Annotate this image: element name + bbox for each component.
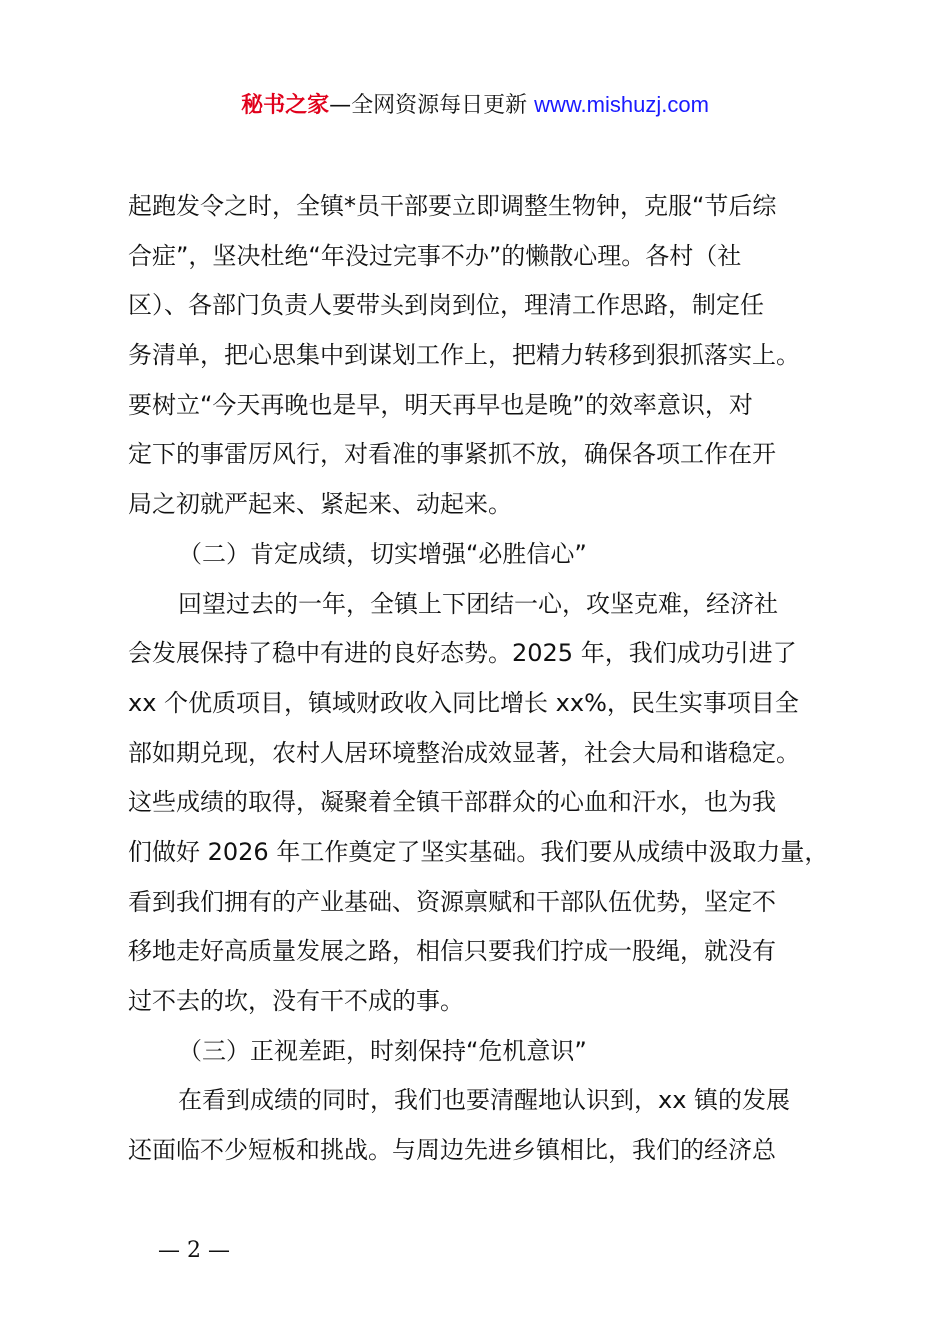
text-line: 回望过去的一年，全镇上下团结一心，攻坚克难，经济社 xyxy=(178,589,778,618)
text-line: 会发展保持了稳中有进的良好态势。2025 年，我们成功引进了 xyxy=(128,639,797,668)
site-tagline: —全网资源每日更新 xyxy=(329,93,528,118)
text-line: 还面临不少短板和挑战。与周边先进乡镇相比，我们的经济总 xyxy=(128,1136,776,1165)
text-line: 们做好 2026 年工作奠定了坚实基础。我们要从成绩中汲取力量， xyxy=(128,837,829,866)
page-number: — 2 — xyxy=(158,1238,230,1263)
text-line: 定下的事雷厉风行，对看准的事紧抓不放，确保各项工作在开 xyxy=(128,440,776,469)
text-line: 过不去的坎，没有干不成的事。 xyxy=(128,987,464,1015)
section-heading-2: （二）肯定成绩，切实增强“必胜信心” xyxy=(178,539,587,568)
text-line: 这些成绩的取得，凝聚着全镇干部群众的心血和汗水，也为我 xyxy=(128,788,776,817)
text-line: xx 个优质项目，镇域财政收入同比增长 xx%，民生实事项目全 xyxy=(128,688,799,717)
site-brand: 秘书之家 xyxy=(241,93,330,118)
text-line: 合症”，坚决杜绝“年没过完事不办”的懒散心理。各村（社 xyxy=(128,241,742,270)
text-line: 在看到成绩的同时，我们也要清醒地认识到，xx 镇的发展 xyxy=(178,1086,791,1115)
text-line: 要树立“今天再晚也是早，明天再早也是晚”的效率意识，对 xyxy=(128,390,753,419)
document-body xyxy=(128,182,840,1176)
text-line: 移地走好高质量发展之路，相信只要我们拧成一股绳，就没有 xyxy=(128,937,776,966)
text-line: 部如期兑现，农村人居环境整治成效显著，社会大局和谐稳定。 xyxy=(128,738,800,767)
text-line: 局之初就严起来、紧起来、动起来。 xyxy=(128,490,512,519)
paragraph-2 xyxy=(128,580,840,1027)
text-line: 区）、各部门负责人要带头到岗到位，理清工作思路，制定任 xyxy=(128,291,764,320)
paragraph-3 xyxy=(128,1076,840,1175)
paragraph-1 xyxy=(128,182,840,530)
text-line: 起跑发令之时，全镇*员干部要立即调整生物钟，克服“节后综 xyxy=(128,192,777,220)
text-line: 看到我们拥有的产业基础、资源禀赋和干部队伍优势，坚定不 xyxy=(128,887,776,916)
site-header xyxy=(0,88,950,123)
site-url[interactable]: www.mishuzj.com xyxy=(534,92,709,117)
section-heading-3: （三）正视差距，时刻保持“危机意识” xyxy=(178,1036,587,1065)
text-line: 务清单，把心思集中到谋划工作上，把精力转移到狠抓落实上。 xyxy=(128,341,800,370)
